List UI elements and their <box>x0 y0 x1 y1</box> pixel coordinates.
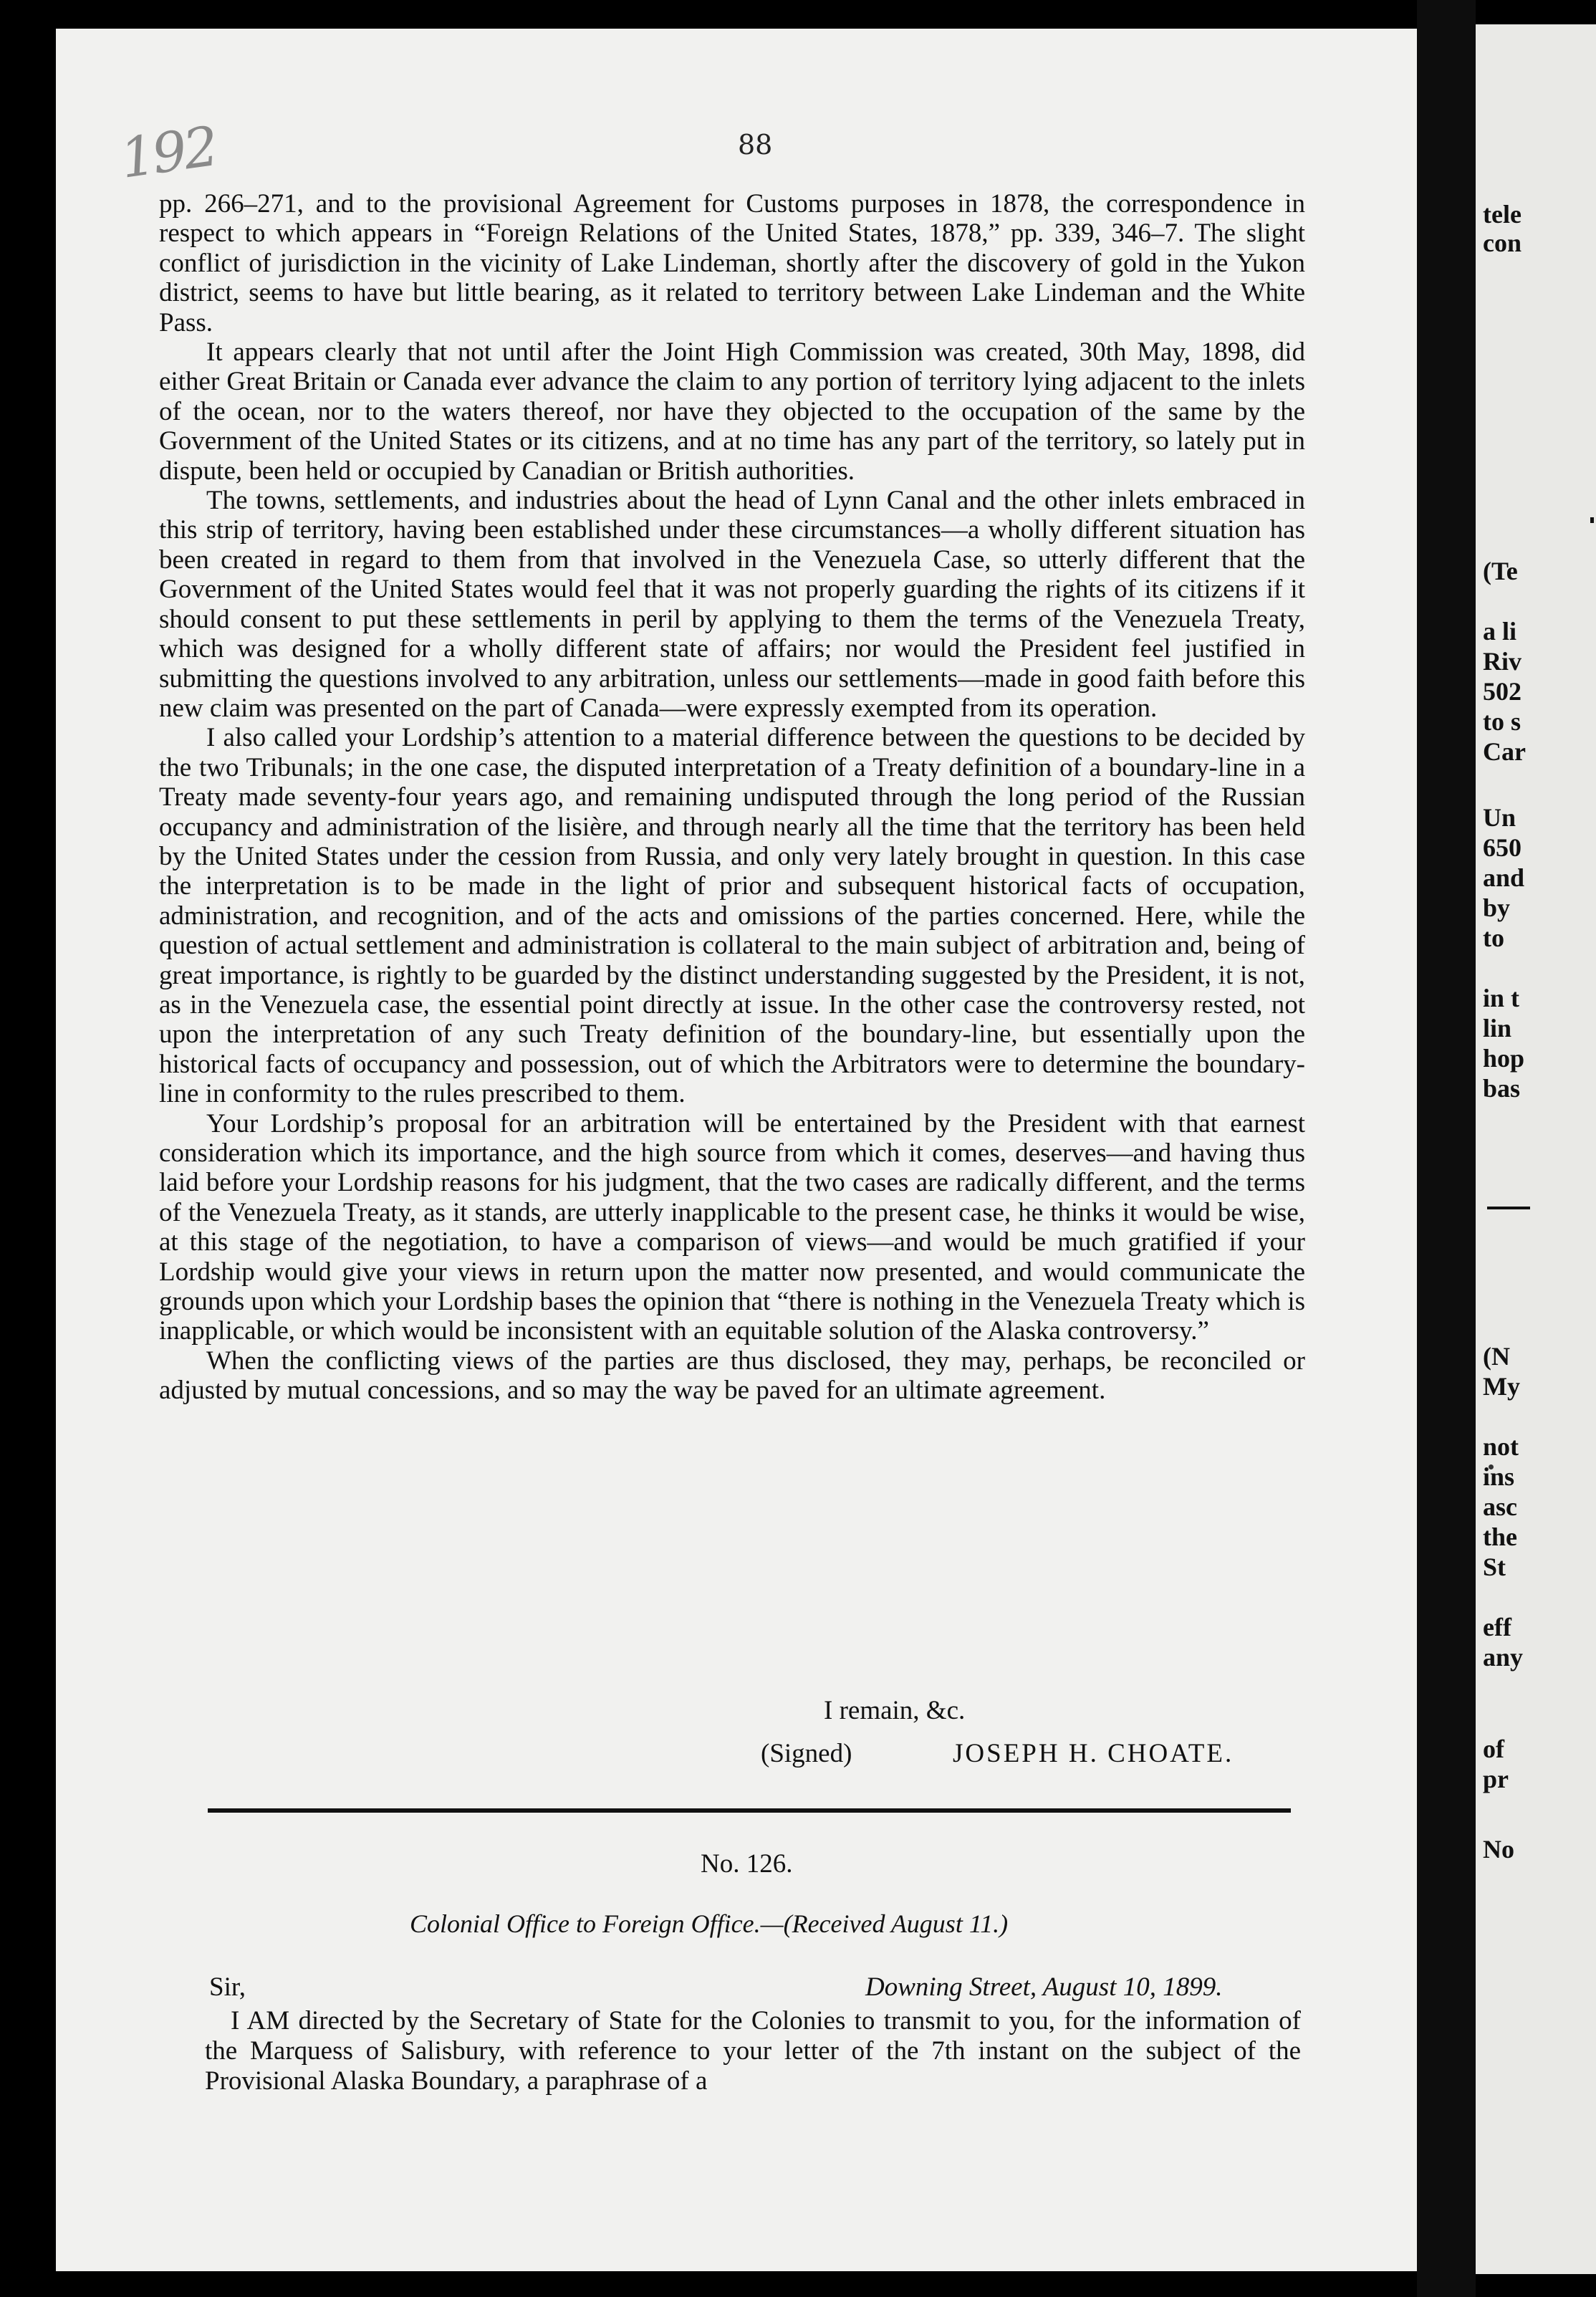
fragment-text: My <box>1483 1372 1520 1401</box>
paragraph: I AM directed by the Secretary of State for the Colonies to transmit to you, for the information of the Marquess of Salisbury, with reference to your letter of the 7th instant on the subject of the Provisional Alaska Boundary, a paraphrase of a <box>205 2006 1301 2096</box>
fragment-text: con <box>1483 229 1522 257</box>
fragment-text: to s <box>1483 707 1521 736</box>
fragment-text: Riv <box>1483 647 1522 676</box>
fragment-text: No <box>1483 1835 1514 1864</box>
fragment-text: (N <box>1483 1342 1510 1371</box>
fragment-text: lin <box>1483 1014 1512 1042</box>
document-heading: Colonial Office to Foreign Office.—(Received August 11.) <box>410 1909 1009 1938</box>
signatory-name: JOSEPH H. CHOATE. <box>953 1739 1234 1768</box>
fragment-text: 650 <box>1483 833 1522 862</box>
letter-body <box>205 2006 1301 2096</box>
fragment-text: (Te <box>1483 557 1518 585</box>
paragraph: When the conflicting views of the parties are thus disclosed, they may, perhaps, be reconciled or adjusted by mutual concessions, and so may the way be paved for an ultimate agreement. <box>159 1346 1305 1406</box>
fragment-text: tele <box>1483 200 1522 229</box>
paragraph: pp. 266–271, and to the provisional Agreement for Customs purposes in 1878, the correspondence in respect to which appears in “Foreign Relations of the United States, 1878,” pp. 339, 346–7. The slight conflict of jurisdiction in the vicinity of Lake Lindeman, shortly after the discovery of gold in the Yukon district, seems to have but little bearing, as it related to territory between Lake Lindeman and the White Pass. <box>159 189 1305 337</box>
handwritten-folio-number: 192 <box>116 114 220 191</box>
page-number: 88 <box>738 129 773 160</box>
fragment-text: pr <box>1483 1765 1509 1793</box>
fragment-text: St <box>1483 1553 1506 1581</box>
fragment-text: asc <box>1483 1492 1517 1521</box>
fragment-text: and <box>1483 863 1525 892</box>
fragment-rule <box>1487 1207 1530 1209</box>
fragment-text: ins <box>1483 1462 1515 1491</box>
document-number: No. 126. <box>701 1849 793 1879</box>
fragment-text: of <box>1483 1735 1504 1763</box>
paragraph: Your Lordship’s proposal for an arbitration will be entertained by the President with that earnest consideration which its importance, and the high source from which it comes, deserves—and having thus laid before your Lordship reasons for his judgment, that the two cases are radically different, and the terms of the Venezuela Treaty, as it stands, are utterly inapplicable to the present case, he thinks it would be wise, at this stage of the negotiation, to have a comparison of views—and would be much gratified if your Lordship would give your views in return upon the matter now presented, and would communicate the grounds upon which your Lordship bases the opinion that “there is nothing in the Venezuela Treaty which is inapplicable, or which would be inconsistent with an equitable solution of the Alaska controversy.” <box>159 1108 1305 1346</box>
closing-line: I remain, &c. <box>824 1696 966 1725</box>
fragment-text: to <box>1483 924 1504 952</box>
page-gutter <box>1417 0 1476 2297</box>
fragment-text: in t <box>1483 984 1520 1012</box>
salutation: Sir, <box>209 1972 246 2002</box>
fragment-text: eff <box>1483 1613 1511 1641</box>
fragment-mark <box>1590 517 1594 523</box>
body-text <box>159 189 1305 1406</box>
paragraph: I also called your Lordship’s attention to a material difference between the questions to be decided by the two Tribunals; in the one case, the disputed interpretation of a Treaty definition of a boundary-line in a Treaty made seventy-four years ago, and remaining undisputed through the long period of the Russian occupancy and administration of the lisière, and through nearly all the time that the territory has been held by the United States under the cession from Russia, and only very lately brought in question. In this case the interpretation is to be made in the light of prior and subsequent historical facts of occupation, administration, and recognition, and of the acts and omissions of the parties concerned. Here, while the question of actual settlement and administration is collateral to the main subject of arbitration and, being of great importance, is rightly to be guarded by the distinct understanding suggested by the President, it is not, as in the Venezuela case, the essential point directly at issue. In the other case the controversy rested, not upon the interpretation of any such Treaty definition of the boundary-line, but essentially upon the historical facts of occupancy and possession, out of which the Arbitrators were to determine the boundary-line in conformity to the rules prescribed to them. <box>159 723 1305 1109</box>
paragraph: The towns, settlements, and industries about the head of Lynn Canal and the other inlets embraced in this strip of territory, having been established under these circumstances—a wholly different situation has been created in regard to them from that involved in the Venezuela Case, so utterly different that the Government of the United States would feel that it was not properly guarding the rights of its citizens if it should consent to put these settlements in peril by applying to them the terms of the Venezuela Treaty, which was designed for a wholly different state of affairs; nor would the President feel justified in submitting the questions involved to any arbitration, unless our settlements—made in good faith before this new claim was presented on the part of Canada—were expressly exempted from its operation. <box>159 486 1305 723</box>
fragment-text: any <box>1483 1643 1524 1672</box>
fragment-text: Un <box>1483 803 1516 832</box>
dateline: Downing Street, August 10, 1899. <box>865 1972 1223 2002</box>
fragment-text: not <box>1483 1432 1519 1461</box>
section-divider <box>208 1808 1291 1813</box>
fragment-text: hop <box>1483 1044 1525 1073</box>
fragment-text: Car <box>1483 737 1526 766</box>
fragment-text: by <box>1483 893 1511 922</box>
fragment-text: a li <box>1483 617 1517 646</box>
fragment-text: 502 <box>1483 677 1522 706</box>
signed-label: (Signed) <box>761 1739 852 1768</box>
fragment-text: the <box>1483 1522 1517 1551</box>
paragraph: It appears clearly that not until after the Joint High Commission was created, 30th May, 1898, did either Great Britain or Canada ever advance the claim to any portion of territory lying adjacent to the inlets of the ocean, nor to the waters thereof, nor have they objected to the occupation of the same by the Government of the United States or its citizens, and at no time has any part of the territory, so lately put in dispute, been held or occupied by Canadian or British authorities. <box>159 337 1305 486</box>
adjacent-page-fragment <box>1476 24 1596 2274</box>
fragment-text: bas <box>1483 1074 1521 1103</box>
